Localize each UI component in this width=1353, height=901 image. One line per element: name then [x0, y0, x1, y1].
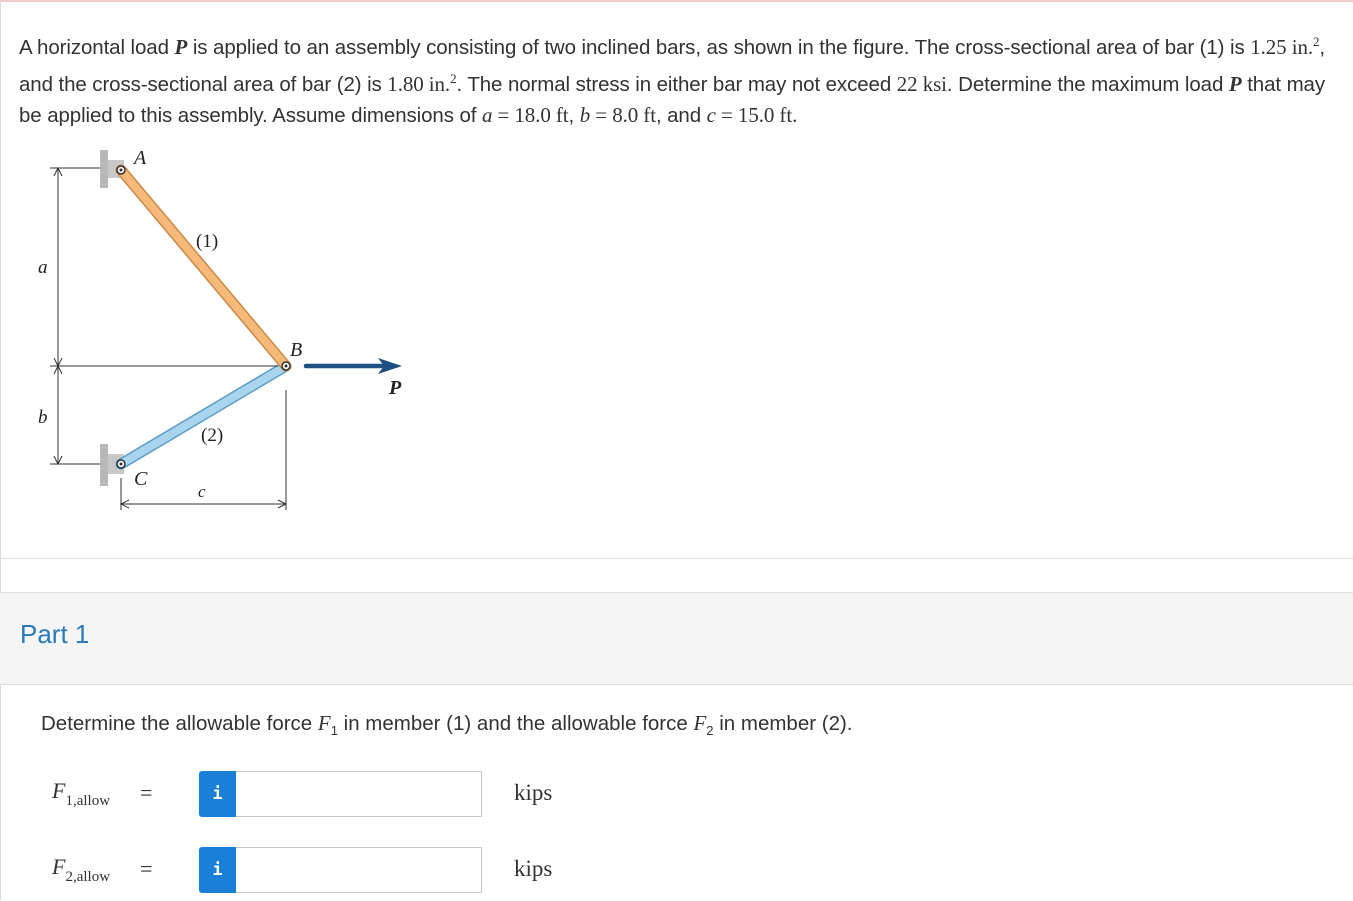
label-A: A [134, 147, 147, 169]
unit-label: kips [514, 856, 553, 881]
label-b: b [38, 407, 48, 428]
label-bar-1: (1) [196, 231, 219, 252]
answer-row-f1 [0, 770, 700, 818]
support-A [100, 150, 108, 188]
equals-sign: = [140, 856, 153, 881]
equals-sign: = [140, 780, 153, 805]
part-title: Part 1 [20, 619, 90, 649]
label-bar-2: (2) [201, 425, 224, 446]
f2-allow-input[interactable] [236, 847, 482, 893]
label-P: P [389, 377, 402, 399]
info-icon-button[interactable]: i [199, 847, 236, 893]
label-c: c [198, 482, 206, 501]
support-C [100, 444, 108, 486]
label-a: a [38, 257, 48, 278]
question-text: Determine the allowable force $F_1$ in member (1) and the allowable force $F_2$ in member (2). [41, 711, 853, 739]
info-icon-button[interactable]: i [199, 771, 236, 817]
label-B: B [290, 339, 303, 361]
answer-label-f1: $F_{1,allow}$ [52, 778, 111, 809]
unit-label: kips [514, 780, 553, 805]
assembly-figure [20, 138, 420, 528]
section-divider [0, 558, 1353, 559]
answer-row-f2 [0, 846, 700, 894]
part-header [0, 592, 1353, 685]
problem-statement: A horizontal load P is applied to an assembly consisting of two inclined bars, as shown in the figure. The cross-sectional area of bar (1) is 1.25 in.$^2$, and the cross-sectional area of bar (2) is 1.80 in.$^2$. The normal stress in either bar may not exceed 22 ksi. Determine the maximum load P that may be applied to this assembly. Assume dimensions of a = 18.0 ft, b = 8.0 ft, and c = 15.0 ft. [19, 34, 1326, 127]
f1-allow-input[interactable] [236, 771, 482, 817]
label-C: C [134, 468, 148, 490]
answer-label-f2: $F_{2,allow}$ [52, 854, 111, 885]
